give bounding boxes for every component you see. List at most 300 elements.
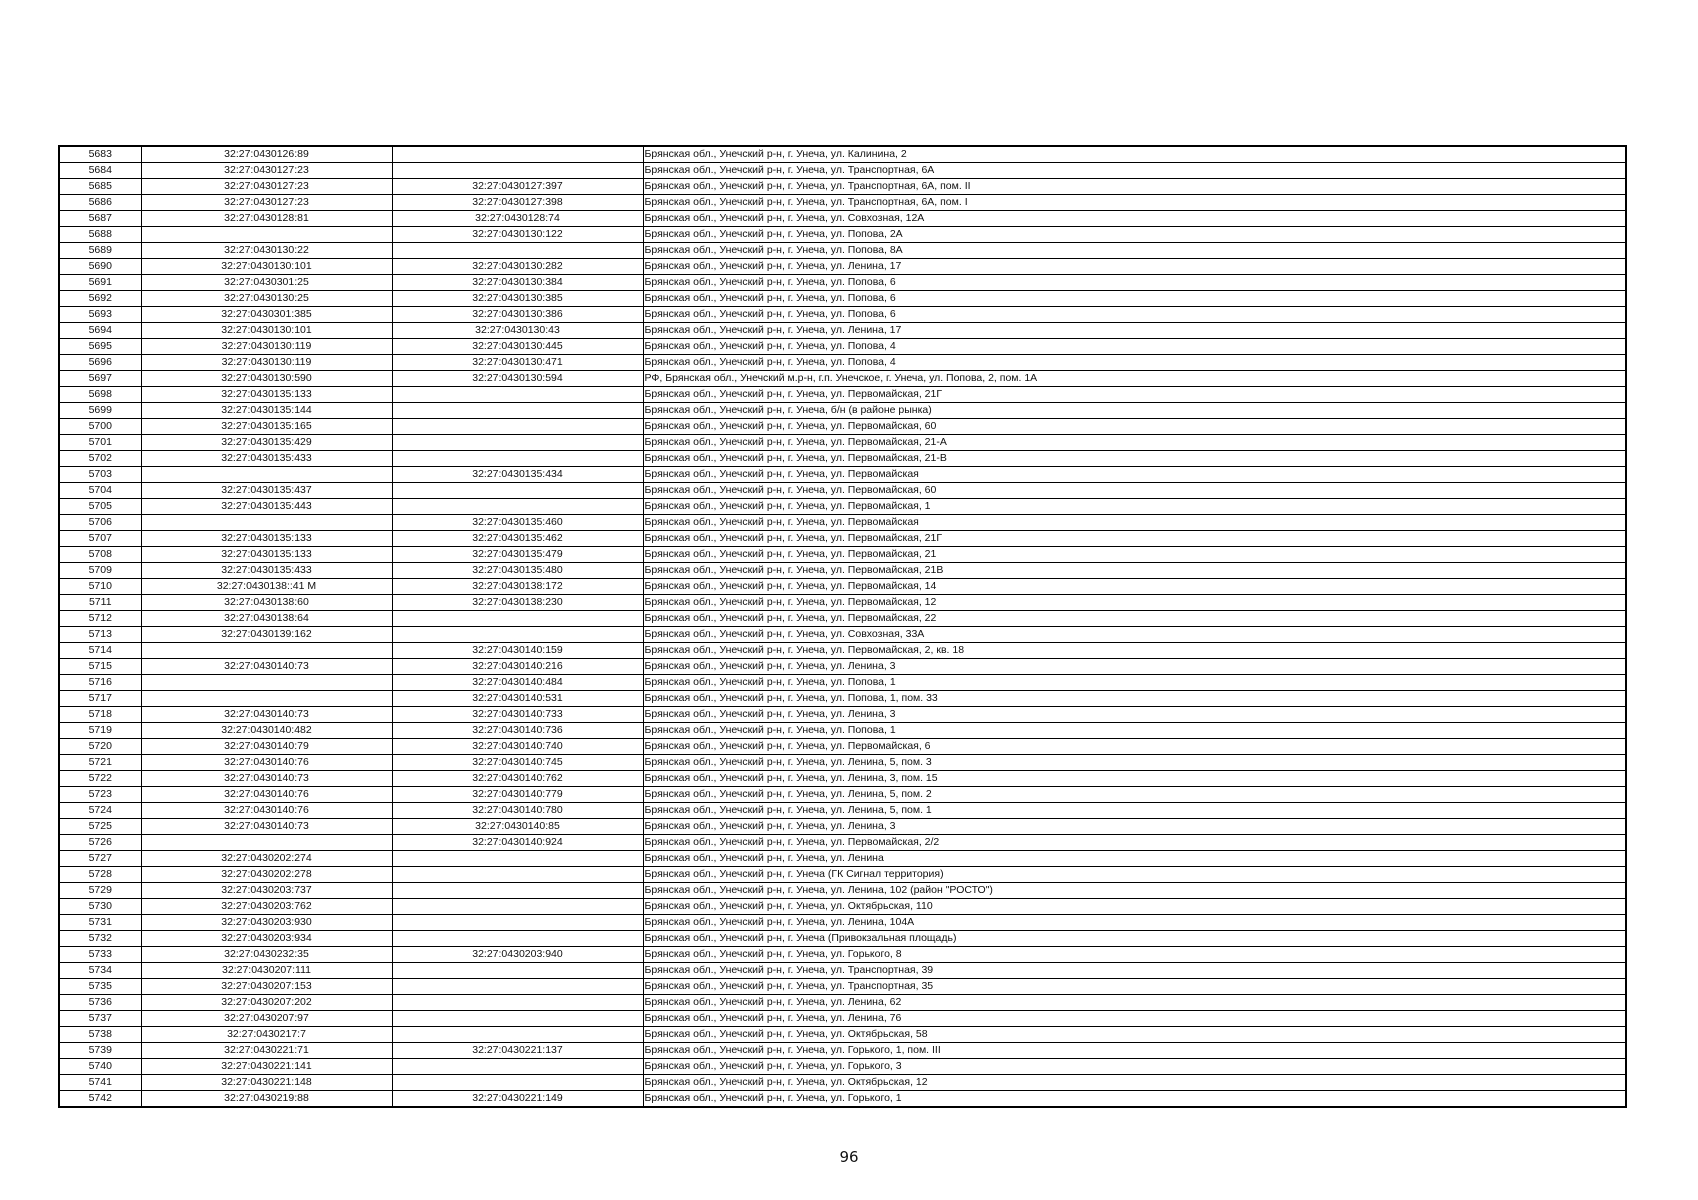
table-row	[59, 627, 1626, 643]
table-row	[59, 163, 1626, 179]
object-cadastral-number-cell: 32:27:0430140:780	[392, 803, 643, 819]
table-row	[59, 371, 1626, 387]
land-cadastral-number-cell: 32:27:0430221:71	[141, 1043, 392, 1059]
address-cell: Брянская обл., Унечский р-н, г. Унеча, ул. Попова, 6	[643, 307, 1626, 323]
address-cell: Брянская обл., Унечский р-н, г. Унеча, ул. Ленина, 102 (район "РОСТО")	[643, 883, 1626, 899]
table-row	[59, 1059, 1626, 1075]
table-row	[59, 963, 1626, 979]
row-number-cell: 5696	[59, 355, 141, 371]
address-cell: Брянская обл., Унечский р-н, г. Унеча, ул. Первомайская, 2/2	[643, 835, 1626, 851]
table-row	[59, 435, 1626, 451]
address-cell: Брянская обл., Унечский р-н, г. Унеча, ул. Ленина, 76	[643, 1011, 1626, 1027]
address-cell: Брянская обл., Унечский р-н, г. Унеча, ул. Ленина	[643, 851, 1626, 867]
table-row	[59, 851, 1626, 867]
object-cadastral-number-cell: 32:27:0430130:43	[392, 323, 643, 339]
row-number-cell: 5698	[59, 387, 141, 403]
land-cadastral-number-cell: 32:27:0430140:73	[141, 659, 392, 675]
land-cadastral-number-cell: 32:27:0430127:23	[141, 163, 392, 179]
row-number-cell: 5742	[59, 1091, 141, 1108]
row-number-cell: 5729	[59, 883, 141, 899]
object-cadastral-number-cell	[392, 163, 643, 179]
row-number-cell: 5709	[59, 563, 141, 579]
address-cell: Брянская обл., Унечский р-н, г. Унеча, ул. Ленина, 17	[643, 323, 1626, 339]
address-cell: Брянская обл., Унечский р-н, г. Унеча, ул. Первомайская, 60	[643, 419, 1626, 435]
object-cadastral-number-cell	[392, 883, 643, 899]
object-cadastral-number-cell	[392, 979, 643, 995]
land-cadastral-number-cell: 32:27:0430217:7	[141, 1027, 392, 1043]
address-cell: Брянская обл., Унечский р-н, г. Унеча, ул. Первомайская, 21-В	[643, 451, 1626, 467]
row-number-cell: 5712	[59, 611, 141, 627]
table-row	[59, 691, 1626, 707]
table-row	[59, 739, 1626, 755]
object-cadastral-number-cell: 32:27:0430203:940	[392, 947, 643, 963]
address-cell: Брянская обл., Унечский р-н, г. Унеча, ул. Горького, 8	[643, 947, 1626, 963]
address-cell: Брянская обл., Унечский р-н, г. Унеча, ул. Первомайская, 12	[643, 595, 1626, 611]
object-cadastral-number-cell	[392, 867, 643, 883]
table-row	[59, 499, 1626, 515]
table-row	[59, 403, 1626, 419]
row-number-cell: 5723	[59, 787, 141, 803]
address-cell: Брянская обл., Унечский р-н, г. Унеча, ул. Первомайская, 21Г	[643, 387, 1626, 403]
address-cell: Брянская обл., Унечский р-н, г. Унеча, ул. Горького, 1, пом. III	[643, 1043, 1626, 1059]
row-number-cell: 5735	[59, 979, 141, 995]
object-cadastral-number-cell: 32:27:0430130:282	[392, 259, 643, 275]
land-cadastral-number-cell: 32:27:0430130:590	[141, 371, 392, 387]
row-number-cell: 5711	[59, 595, 141, 611]
row-number-cell: 5731	[59, 915, 141, 931]
object-cadastral-number-cell: 32:27:0430140:740	[392, 739, 643, 755]
object-cadastral-number-cell: 32:27:0430221:137	[392, 1043, 643, 1059]
table-row	[59, 883, 1626, 899]
address-cell: Брянская обл., Унечский р-н, г. Унеча, ул. Попова, 6	[643, 291, 1626, 307]
address-cell: Брянская обл., Унечский р-н, г. Унеча (Привокзальная площадь)	[643, 931, 1626, 947]
land-cadastral-number-cell: 32:27:0430221:148	[141, 1075, 392, 1091]
object-cadastral-number-cell	[392, 435, 643, 451]
table-row	[59, 915, 1626, 931]
table-row	[59, 179, 1626, 195]
land-cadastral-number-cell: 32:27:0430140:76	[141, 803, 392, 819]
table-row	[59, 771, 1626, 787]
land-cadastral-number-cell: 32:27:0430203:930	[141, 915, 392, 931]
address-cell: Брянская обл., Унечский р-н, г. Унеча, ул. Совхозная, 12А	[643, 211, 1626, 227]
object-cadastral-number-cell	[392, 1059, 643, 1075]
object-cadastral-number-cell: 32:27:0430138:230	[392, 595, 643, 611]
row-number-cell: 5701	[59, 435, 141, 451]
object-cadastral-number-cell	[392, 963, 643, 979]
table-row	[59, 307, 1626, 323]
table-row	[59, 723, 1626, 739]
address-cell: Брянская обл., Унечский р-н, г. Унеча, ул. Первомайская, 14	[643, 579, 1626, 595]
land-cadastral-number-cell: 32:27:0430140:482	[141, 723, 392, 739]
object-cadastral-number-cell	[392, 146, 643, 163]
row-number-cell: 5683	[59, 146, 141, 163]
land-cadastral-number-cell: 32:27:0430138::41 М	[141, 579, 392, 595]
row-number-cell: 5738	[59, 1027, 141, 1043]
land-cadastral-number-cell: 32:27:0430139:162	[141, 627, 392, 643]
land-cadastral-number-cell	[141, 227, 392, 243]
object-cadastral-number-cell: 32:27:0430127:398	[392, 195, 643, 211]
object-cadastral-number-cell: 32:27:0430135:480	[392, 563, 643, 579]
address-cell: Брянская обл., Унечский р-н, г. Унеча, ул. Попова, 6	[643, 275, 1626, 291]
table-row	[59, 291, 1626, 307]
land-cadastral-number-cell: 32:27:0430203:762	[141, 899, 392, 915]
row-number-cell: 5700	[59, 419, 141, 435]
land-cadastral-number-cell	[141, 835, 392, 851]
address-cell: Брянская обл., Унечский р-н, г. Унеча, ул. Октябрьская, 110	[643, 899, 1626, 915]
land-cadastral-number-cell: 32:27:0430130:101	[141, 323, 392, 339]
land-cadastral-number-cell: 32:27:0430130:101	[141, 259, 392, 275]
row-number-cell: 5699	[59, 403, 141, 419]
address-cell: Брянская обл., Унечский р-н, г. Унеча, ул. Транспортная, 39	[643, 963, 1626, 979]
address-cell: Брянская обл., Унечский р-н, г. Унеча, ул. Попова, 4	[643, 339, 1626, 355]
land-cadastral-number-cell: 32:27:0430301:25	[141, 275, 392, 291]
object-cadastral-number-cell: 32:27:0430140:159	[392, 643, 643, 659]
land-cadastral-number-cell: 32:27:0430127:23	[141, 179, 392, 195]
object-cadastral-number-cell	[392, 1011, 643, 1027]
land-cadastral-number-cell: 32:27:0430232:35	[141, 947, 392, 963]
table-row	[59, 323, 1626, 339]
table-row	[59, 819, 1626, 835]
address-cell: Брянская обл., Унечский р-н, г. Унеча, ул. Транспортная, 35	[643, 979, 1626, 995]
address-cell: Брянская обл., Унечский р-н, г. Унеча, ул. Транспортная, 6А, пом. II	[643, 179, 1626, 195]
row-number-cell: 5684	[59, 163, 141, 179]
land-cadastral-number-cell: 32:27:0430140:73	[141, 819, 392, 835]
row-number-cell: 5722	[59, 771, 141, 787]
address-cell: Брянская обл., Унечский р-н, г. Унеча, ул. Первомайская, 21Г	[643, 531, 1626, 547]
address-cell: Брянская обл., Унечский р-н, г. Унеча, ул. Совхозная, 33А	[643, 627, 1626, 643]
address-cell: Брянская обл., Унечский р-н, г. Унеча, ул. Ленина, 17	[643, 259, 1626, 275]
object-cadastral-number-cell	[392, 419, 643, 435]
row-number-cell: 5728	[59, 867, 141, 883]
object-cadastral-number-cell: 32:27:0430140:85	[392, 819, 643, 835]
table-row	[59, 1091, 1626, 1108]
registry-table-body	[59, 146, 1626, 1107]
object-cadastral-number-cell: 32:27:0430135:462	[392, 531, 643, 547]
object-cadastral-number-cell: 32:27:0430140:733	[392, 707, 643, 723]
row-number-cell: 5736	[59, 995, 141, 1011]
table-row	[59, 275, 1626, 291]
table-row	[59, 195, 1626, 211]
row-number-cell: 5741	[59, 1075, 141, 1091]
row-number-cell: 5691	[59, 275, 141, 291]
row-number-cell: 5708	[59, 547, 141, 563]
land-cadastral-number-cell: 32:27:0430130:119	[141, 355, 392, 371]
table-row	[59, 899, 1626, 915]
row-number-cell: 5685	[59, 179, 141, 195]
row-number-cell: 5686	[59, 195, 141, 211]
table-row	[59, 595, 1626, 611]
address-cell: Брянская обл., Унечский р-н, г. Унеча, ул. Ленина, 3	[643, 707, 1626, 723]
object-cadastral-number-cell	[392, 403, 643, 419]
land-cadastral-number-cell: 32:27:0430140:73	[141, 771, 392, 787]
land-cadastral-number-cell: 32:27:0430138:64	[141, 611, 392, 627]
address-cell: Брянская обл., Унечский р-н, г. Унеча, ул. Попова, 1, пом. 33	[643, 691, 1626, 707]
address-cell: Брянская обл., Унечский р-н, г. Унеча, ул. Ленина, 62	[643, 995, 1626, 1011]
address-cell: Брянская обл., Унечский р-н, г. Унеча, ул. Октябрьская, 58	[643, 1027, 1626, 1043]
address-cell: Брянская обл., Унечский р-н, г. Унеча, ул. Транспортная, 6А, пом. I	[643, 195, 1626, 211]
table-row	[59, 387, 1626, 403]
row-number-cell: 5716	[59, 675, 141, 691]
object-cadastral-number-cell: 32:27:0430138:172	[392, 579, 643, 595]
table-row	[59, 1011, 1626, 1027]
table-row	[59, 947, 1626, 963]
land-cadastral-number-cell: 32:27:0430135:165	[141, 419, 392, 435]
object-cadastral-number-cell: 32:27:0430140:216	[392, 659, 643, 675]
table-row	[59, 707, 1626, 723]
object-cadastral-number-cell	[392, 499, 643, 515]
table-row	[59, 419, 1626, 435]
object-cadastral-number-cell: 32:27:0430135:479	[392, 547, 643, 563]
object-cadastral-number-cell: 32:27:0430130:386	[392, 307, 643, 323]
row-number-cell: 5725	[59, 819, 141, 835]
land-cadastral-number-cell: 32:27:0430203:737	[141, 883, 392, 899]
object-cadastral-number-cell: 32:27:0430140:924	[392, 835, 643, 851]
table-row	[59, 643, 1626, 659]
address-cell: Брянская обл., Унечский р-н, г. Унеча, ул. Первомайская, 21В	[643, 563, 1626, 579]
object-cadastral-number-cell: 32:27:0430128:74	[392, 211, 643, 227]
table-row	[59, 979, 1626, 995]
land-cadastral-number-cell: 32:27:0430135:429	[141, 435, 392, 451]
table-row	[59, 531, 1626, 547]
row-number-cell: 5692	[59, 291, 141, 307]
row-number-cell: 5713	[59, 627, 141, 643]
table-row	[59, 675, 1626, 691]
row-number-cell: 5719	[59, 723, 141, 739]
table-row	[59, 451, 1626, 467]
table-row	[59, 1075, 1626, 1091]
object-cadastral-number-cell: 32:27:0430221:149	[392, 1091, 643, 1108]
table-row	[59, 931, 1626, 947]
object-cadastral-number-cell	[392, 483, 643, 499]
row-number-cell: 5703	[59, 467, 141, 483]
object-cadastral-number-cell: 32:27:0430140:745	[392, 755, 643, 771]
table-row	[59, 995, 1626, 1011]
object-cadastral-number-cell: 32:27:0430140:531	[392, 691, 643, 707]
row-number-cell: 5730	[59, 899, 141, 915]
table-row	[59, 1027, 1626, 1043]
address-cell: Брянская обл., Унечский р-н, г. Унеча, ул. Горького, 1	[643, 1091, 1626, 1108]
row-number-cell: 5702	[59, 451, 141, 467]
land-cadastral-number-cell: 32:27:0430126:89	[141, 146, 392, 163]
table-row	[59, 259, 1626, 275]
object-cadastral-number-cell	[392, 387, 643, 403]
table-row	[59, 146, 1626, 163]
land-cadastral-number-cell	[141, 691, 392, 707]
land-cadastral-number-cell: 32:27:0430207:111	[141, 963, 392, 979]
row-number-cell: 5737	[59, 1011, 141, 1027]
table-row	[59, 787, 1626, 803]
land-cadastral-number-cell: 32:27:0430140:76	[141, 787, 392, 803]
address-cell: Брянская обл., Унечский р-н, г. Унеча, ул. Октябрьская, 12	[643, 1075, 1626, 1091]
address-cell: Брянская обл., Унечский р-н, г. Унеча, ул. Попова, 2А	[643, 227, 1626, 243]
table-row	[59, 243, 1626, 259]
address-cell: Брянская обл., Унечский р-н, г. Унеча, ул. Ленина, 3	[643, 659, 1626, 675]
table-row	[59, 339, 1626, 355]
object-cadastral-number-cell: 32:27:0430130:384	[392, 275, 643, 291]
row-number-cell: 5720	[59, 739, 141, 755]
land-cadastral-number-cell: 32:27:0430135:133	[141, 531, 392, 547]
row-number-cell: 5739	[59, 1043, 141, 1059]
object-cadastral-number-cell: 32:27:0430130:445	[392, 339, 643, 355]
table-row	[59, 611, 1626, 627]
land-cadastral-number-cell: 32:27:0430301:385	[141, 307, 392, 323]
address-cell: Брянская обл., Унечский р-н, г. Унеча, ул. Ленина, 3	[643, 819, 1626, 835]
object-cadastral-number-cell: 32:27:0430130:385	[392, 291, 643, 307]
address-cell: Брянская обл., Унечский р-н, г. Унеча, б/н (в районе рынка)	[643, 403, 1626, 419]
row-number-cell: 5740	[59, 1059, 141, 1075]
address-cell: Брянская обл., Унечский р-н, г. Унеча, ул. Первомайская, 1	[643, 499, 1626, 515]
address-cell: Брянская обл., Унечский р-н, г. Унеча, ул. Ленина, 5, пом. 2	[643, 787, 1626, 803]
row-number-cell: 5710	[59, 579, 141, 595]
table-row	[59, 467, 1626, 483]
land-cadastral-number-cell: 32:27:0430140:76	[141, 755, 392, 771]
row-number-cell: 5718	[59, 707, 141, 723]
row-number-cell: 5695	[59, 339, 141, 355]
object-cadastral-number-cell: 32:27:0430135:434	[392, 467, 643, 483]
address-cell: Брянская обл., Унечский р-н, г. Унеча, ул. Ленина, 3, пом. 15	[643, 771, 1626, 787]
table-row	[59, 835, 1626, 851]
land-cadastral-number-cell: 32:27:0430202:274	[141, 851, 392, 867]
address-cell: РФ, Брянская обл., Унечский м.р-н, г.п. Унечское, г. Унеча, ул. Попова, 2, пом. 1А	[643, 371, 1626, 387]
row-number-cell: 5693	[59, 307, 141, 323]
object-cadastral-number-cell	[392, 899, 643, 915]
row-number-cell: 5726	[59, 835, 141, 851]
land-cadastral-number-cell: 32:27:0430135:433	[141, 563, 392, 579]
table-row	[59, 563, 1626, 579]
land-cadastral-number-cell: 32:27:0430207:153	[141, 979, 392, 995]
row-number-cell: 5694	[59, 323, 141, 339]
address-cell: Брянская обл., Унечский р-н, г. Унеча, ул. Ленина, 104А	[643, 915, 1626, 931]
land-cadastral-number-cell: 32:27:0430140:79	[141, 739, 392, 755]
row-number-cell: 5717	[59, 691, 141, 707]
table-row	[59, 227, 1626, 243]
object-cadastral-number-cell: 32:27:0430130:471	[392, 355, 643, 371]
object-cadastral-number-cell: 32:27:0430135:460	[392, 515, 643, 531]
land-cadastral-number-cell: 32:27:0430130:25	[141, 291, 392, 307]
row-number-cell: 5688	[59, 227, 141, 243]
land-cadastral-number-cell: 32:27:0430127:23	[141, 195, 392, 211]
row-number-cell: 5707	[59, 531, 141, 547]
address-cell: Брянская обл., Унечский р-н, г. Унеча, ул. Первомайская, 6	[643, 739, 1626, 755]
land-cadastral-number-cell	[141, 515, 392, 531]
row-number-cell: 5689	[59, 243, 141, 259]
land-cadastral-number-cell	[141, 643, 392, 659]
row-number-cell: 5706	[59, 515, 141, 531]
object-cadastral-number-cell	[392, 451, 643, 467]
land-cadastral-number-cell: 32:27:0430130:119	[141, 339, 392, 355]
row-number-cell: 5715	[59, 659, 141, 675]
land-cadastral-number-cell: 32:27:0430207:202	[141, 995, 392, 1011]
object-cadastral-number-cell	[392, 1027, 643, 1043]
object-cadastral-number-cell: 32:27:0430140:762	[392, 771, 643, 787]
land-cadastral-number-cell: 32:27:0430128:81	[141, 211, 392, 227]
table-row	[59, 755, 1626, 771]
table-row	[59, 211, 1626, 227]
address-cell: Брянская обл., Унечский р-н, г. Унеча, ул. Первомайская, 22	[643, 611, 1626, 627]
object-cadastral-number-cell: 32:27:0430140:484	[392, 675, 643, 691]
object-cadastral-number-cell: 32:27:0430130:594	[392, 371, 643, 387]
row-number-cell: 5687	[59, 211, 141, 227]
row-number-cell: 5727	[59, 851, 141, 867]
table-row	[59, 659, 1626, 675]
table-row	[59, 483, 1626, 499]
object-cadastral-number-cell: 32:27:0430140:779	[392, 787, 643, 803]
object-cadastral-number-cell	[392, 931, 643, 947]
land-cadastral-number-cell: 32:27:0430221:141	[141, 1059, 392, 1075]
land-cadastral-number-cell	[141, 675, 392, 691]
page-number: 96	[839, 1148, 859, 1166]
object-cadastral-number-cell	[392, 851, 643, 867]
row-number-cell: 5705	[59, 499, 141, 515]
address-cell: Брянская обл., Унечский р-н, г. Унеча, ул. Попова, 8А	[643, 243, 1626, 259]
address-cell: Брянская обл., Унечский р-н, г. Унеча, ул. Первомайская, 21	[643, 547, 1626, 563]
table-row	[59, 867, 1626, 883]
land-cadastral-number-cell: 32:27:0430135:133	[141, 387, 392, 403]
row-number-cell: 5714	[59, 643, 141, 659]
address-cell: Брянская обл., Унечский р-н, г. Унеча (ГК Сигнал территория)	[643, 867, 1626, 883]
object-cadastral-number-cell	[392, 243, 643, 259]
land-cadastral-number-cell: 32:27:0430135:433	[141, 451, 392, 467]
row-number-cell: 5721	[59, 755, 141, 771]
land-cadastral-number-cell: 32:27:0430135:133	[141, 547, 392, 563]
address-cell: Брянская обл., Унечский р-н, г. Унеча, ул. Ленина, 5, пом. 1	[643, 803, 1626, 819]
object-cadastral-number-cell: 32:27:0430130:122	[392, 227, 643, 243]
address-cell: Брянская обл., Унечский р-н, г. Унеча, ул. Транспортная, 6А	[643, 163, 1626, 179]
land-cadastral-number-cell: 32:27:0430140:73	[141, 707, 392, 723]
address-cell: Брянская обл., Унечский р-н, г. Унеча, ул. Попова, 4	[643, 355, 1626, 371]
object-cadastral-number-cell: 32:27:0430140:736	[392, 723, 643, 739]
address-cell: Брянская обл., Унечский р-н, г. Унеча, ул. Первомайская, 21-А	[643, 435, 1626, 451]
property-registry-table	[58, 145, 1627, 1108]
address-cell: Брянская обл., Унечский р-н, г. Унеча, ул. Попова, 1	[643, 723, 1626, 739]
table-row	[59, 803, 1626, 819]
address-cell: Брянская обл., Унечский р-н, г. Унеча, ул. Первомайская	[643, 515, 1626, 531]
address-cell: Брянская обл., Унечский р-н, г. Унеча, ул. Ленина, 5, пом. 3	[643, 755, 1626, 771]
land-cadastral-number-cell: 32:27:0430135:443	[141, 499, 392, 515]
table-row	[59, 1043, 1626, 1059]
object-cadastral-number-cell	[392, 611, 643, 627]
address-cell: Брянская обл., Унечский р-н, г. Унеча, ул. Калинина, 2	[643, 146, 1626, 163]
land-cadastral-number-cell: 32:27:0430130:22	[141, 243, 392, 259]
land-cadastral-number-cell: 32:27:0430138:60	[141, 595, 392, 611]
table-row	[59, 579, 1626, 595]
land-cadastral-number-cell: 32:27:0430135:144	[141, 403, 392, 419]
row-number-cell: 5724	[59, 803, 141, 819]
table-row	[59, 355, 1626, 371]
land-cadastral-number-cell: 32:27:0430203:934	[141, 931, 392, 947]
object-cadastral-number-cell	[392, 995, 643, 1011]
land-cadastral-number-cell: 32:27:0430219:88	[141, 1091, 392, 1108]
land-cadastral-number-cell	[141, 467, 392, 483]
row-number-cell: 5732	[59, 931, 141, 947]
table-row	[59, 515, 1626, 531]
row-number-cell: 5690	[59, 259, 141, 275]
object-cadastral-number-cell: 32:27:0430127:397	[392, 179, 643, 195]
object-cadastral-number-cell	[392, 915, 643, 931]
address-cell: Брянская обл., Унечский р-н, г. Унеча, ул. Первомайская	[643, 467, 1626, 483]
object-cadastral-number-cell	[392, 627, 643, 643]
row-number-cell: 5704	[59, 483, 141, 499]
row-number-cell: 5733	[59, 947, 141, 963]
address-cell: Брянская обл., Унечский р-н, г. Унеча, ул. Первомайская, 2, кв. 18	[643, 643, 1626, 659]
address-cell: Брянская обл., Унечский р-н, г. Унеча, ул. Попова, 1	[643, 675, 1626, 691]
address-cell: Брянская обл., Унечский р-н, г. Унеча, ул. Первомайская, 60	[643, 483, 1626, 499]
land-cadastral-number-cell: 32:27:0430207:97	[141, 1011, 392, 1027]
row-number-cell: 5697	[59, 371, 141, 387]
address-cell: Брянская обл., Унечский р-н, г. Унеча, ул. Горького, 3	[643, 1059, 1626, 1075]
object-cadastral-number-cell	[392, 1075, 643, 1091]
table-row	[59, 547, 1626, 563]
